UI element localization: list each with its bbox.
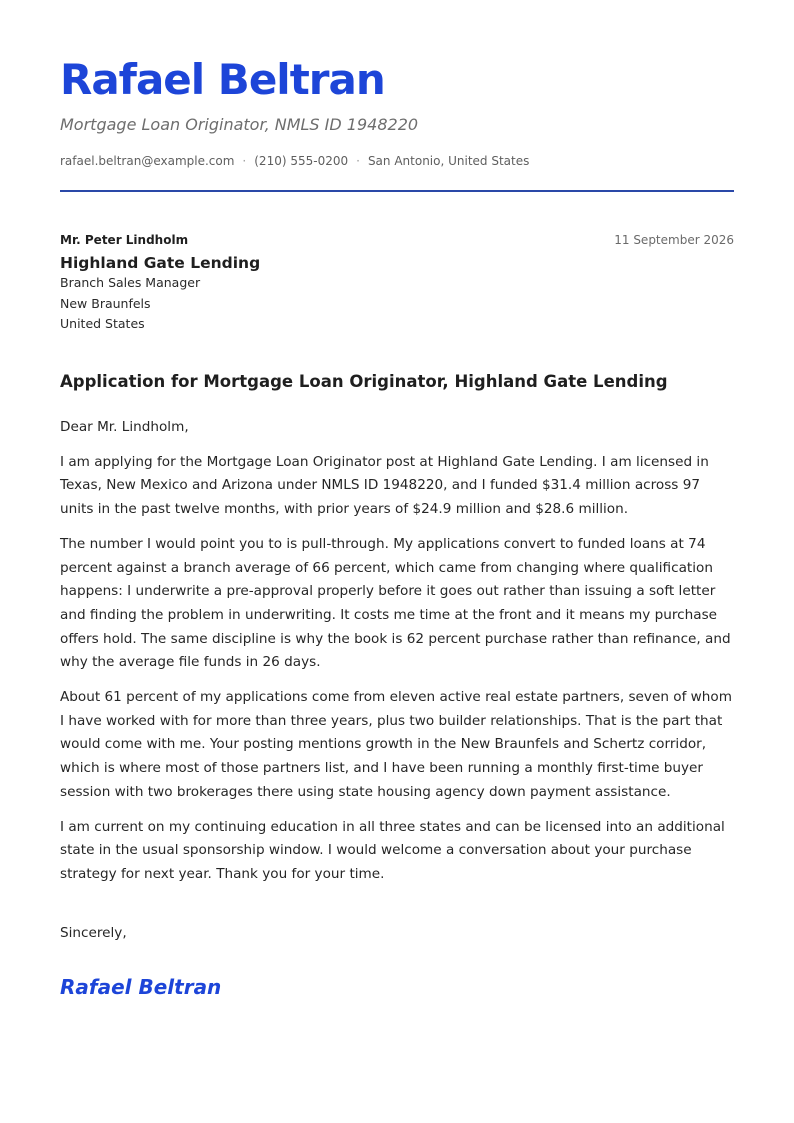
body-paragraph: About 61 percent of my applications come from eleven active real estate partners, seven of whom I have worked with for more than three years, plus two builder relationships. That is the part that would come with me. Your posting mentions growth in the New Braunfels and Schertz corridor, which is where most of those partners list, and I have been running a monthly first-time buyer session with two brokerages there using state housing agency down payment assistance. <box>60 689 732 800</box>
recipient-country: United States <box>60 316 145 331</box>
signature: Rafael Beltran <box>60 975 222 999</box>
letter-subject: Application for Mortgage Loan Originator, Highland Gate Lending <box>60 372 668 391</box>
applicant-role: Mortgage Loan Originator, NMLS ID 1948220 <box>60 115 419 134</box>
body-paragraph: I am applying for the Mortgage Loan Originator post at Highland Gate Lending. I am licensed in Texas, New Mexico and Arizona under NMLS ID 1948220, and I funded $31.4 million across 97 units in the past twelve months, with prior years of $24.9 million and $28.6 million. <box>60 453 709 518</box>
body-paragraph: The number I would point you to is pull-through. My applications convert to funded loans at 74 percent against a branch average of 66 percent, which came from changing where qualification happens: I underwrite a pre-approval properly before it goes out rather than issuing a soft letter and finding the problem in underwriting. It costs me time at the front and it means my purchase offers hold. The same discipline is why the book is 62 percent purchase rather than refinance, and why the average file funds in 26 days. <box>60 535 731 671</box>
closing: Sincerely, <box>60 925 127 941</box>
body-paragraph: I am current on my continuing education in all three states and can be licensed into an additional state in the usual sponsorship window. I would welcome a conversation about your purchase strategy for next year. Thank you for your time. <box>60 818 725 882</box>
salutation: Dear Mr. Lindholm, <box>60 419 189 435</box>
contact-line <box>60 152 529 170</box>
contact-location: San Antonio, United States <box>367 154 530 168</box>
recipient-block <box>60 232 500 335</box>
recipient-city: New Braunfels <box>60 295 151 311</box>
contact-phone: (210) 555-0200 <box>254 154 349 168</box>
recipient-title: Branch Sales Manager <box>60 275 201 290</box>
letter-date: 11 September 2026 <box>614 233 734 247</box>
letter-body <box>60 416 734 898</box>
contact-separator: · <box>356 154 360 168</box>
contact-separator: · <box>242 154 247 168</box>
header-divider <box>60 190 734 192</box>
recipient-company: Highland Gate Lending <box>60 254 261 272</box>
applicant-name: Rafael Beltran <box>60 55 385 104</box>
contact-email: rafael.beltran@example.com <box>60 154 235 168</box>
recipient-name: Mr. Peter Lindholm <box>60 233 189 247</box>
